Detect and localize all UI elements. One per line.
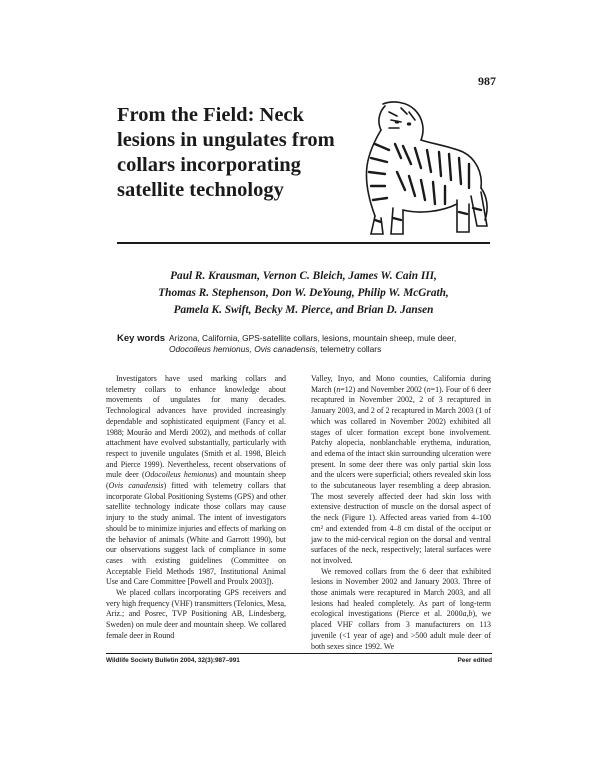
peer-edited-label: Peer edited	[457, 657, 492, 664]
body-column-left	[106, 374, 286, 642]
title-divider	[117, 242, 490, 244]
author-line: Pamela K. Swift, Becky M. Pierce, and Brian D. Jansen	[173, 304, 434, 316]
body-column-right	[311, 374, 491, 652]
tiger-illustration	[345, 100, 491, 240]
author-line: Paul R. Krausman, Vernon C. Bleich, James W. Cain III,	[170, 270, 437, 282]
author-line: Thomas R. Stephenson, Don W. DeYoung, Philip W. McGrath,	[158, 287, 449, 299]
journal-citation: Wildlife Society Bulletin 2004, 32(3):987–991	[106, 657, 240, 664]
body-paragraph: Investigators have used marking collars and telemetry collars to enhance knowledge about movements of ungulates for many decades. Technological advances have provided increasingly dependable and sophisticated equipment (Fancy et al. 1988; Mourão and Merdi 2002), and methods of collar attachment have evolved substantially, particularly with respect to juvenile ungulates (Smith et al. 1998, Bleich and Pierce 1999). Nevertheless, recent observations of mule deer (Odocoileus hemionus) and mountain sheep (Ovis canadensis) fitted with telemetry collars that incorporate Global Positioning Systems (GPS) and other satellite technology indicate those collars may cause injury to the study animal. The intent of investigators should be to minimize injuries and effects of marking on the behavior of animals (White and Garrott 1990), but our observations suggest lack of compliance in some cases with existing guidelines (Committee on Acceptable Field Methods 1987, Institutional Animal Use and Care Committee [Powell and Proulx 2003]).	[106, 374, 286, 587]
author-list	[117, 268, 490, 319]
page-number: 987	[478, 74, 496, 88]
keywords-label: Key words	[117, 333, 166, 344]
article-title: From the Field: Neck lesions in ungulates from collars incorporating satellite technology	[117, 104, 335, 201]
body-paragraph: Valley, Inyo, and Mono counties, California during March (n=12) and November 2002 (n=1). Four of 6 deer recaptured in November 2002, 2 of 3 recaptured in January 2003, and 2 of 2 recaptured in March 2003 (1 of which was collared in November 2002) exhibited all stages of ulcer formation except bone involvement. Patchy alopecia, nonblanchable erythema, induration, and edema of the intact skin surrounding ulceration were present. In some deer there was only partial skin loss and the ulcers were superficial; others revealed skin loss to the subcutaneous layer resembling a deep abrasion. The most severely affected deer had skin loss with extensive destruction of muscle on the dorsal aspect of the neck (Figure 1). Affected areas varied from 4–100 cm² and extended from 4–8 cm distal of the occiput or jaw to the mid-cervical region on the dorsal and ventral surfaces of the neck, respectively; lateral surfaces were not involved.	[311, 374, 492, 565]
keywords-text: Arizona, California, GPS-satellite collars, lesions, mountain sheep, mule deer, Odocoileus hemionus, Ovis canadensis, telemetry collars	[169, 333, 457, 354]
footer-divider	[106, 653, 492, 654]
body-paragraph: We placed collars incorporating GPS receivers and very high frequency (VHF) transmitters (Telonics, Mesa, Ariz.; and Posrec, TVP Positioning AB, Lindesberg, Sweden) on mule deer and mountain sheep. We collared female deer in Round	[106, 588, 287, 640]
body-paragraph: We removed collars from the 6 deer that exhibited lesions in November 2002 and January 2003. Three of those animals were recaptured in March 2003, and all lesions had healed completely. As part of long-term ecological investigations (Pierce et al. 2000a,b), we placed VHF collars from 3 manufacturers on 113 juvenile (<1 year of age) and >500 adult mule deer of both sexes since 1992. We	[311, 566, 492, 651]
